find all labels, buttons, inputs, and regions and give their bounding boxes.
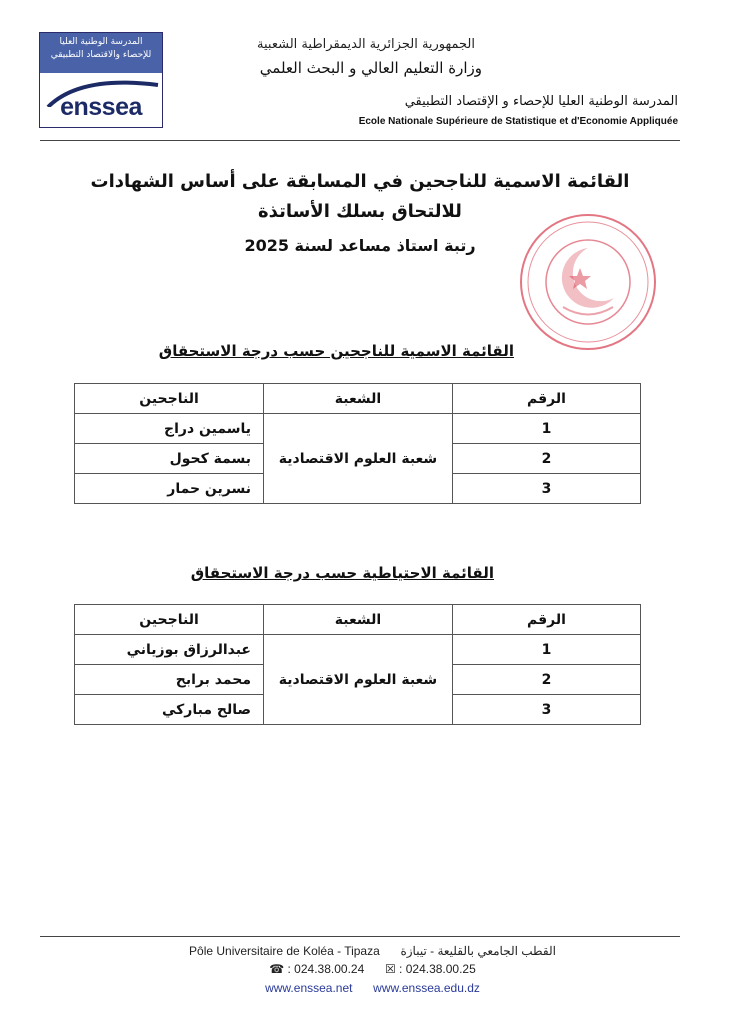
footer-divider [40, 936, 680, 937]
row-number: 1 [453, 635, 641, 665]
column-branch: الشعبة [264, 605, 453, 635]
row-name: محمد برابح [75, 665, 264, 695]
school-name-ar: المدرسة الوطنية العليا للإحصاء و الإقتصاد التطبيقي [404, 94, 678, 109]
logo-arabic-line1: المدرسة الوطنية العليا [59, 37, 143, 47]
footer-websites [0, 981, 745, 995]
footer-location-ar: القطب الجامعي بالقليعة - تيبازة [400, 944, 556, 958]
ministry-name: وزارة التعليم العالي و البحث العلمي [259, 59, 482, 77]
school-logo [39, 32, 163, 128]
footer-location-fr: Pôle Universitaire de Koléa - Tipaza [189, 944, 380, 958]
row-name: عبدالرزاق بوزياني [75, 635, 264, 665]
main-list-table [74, 383, 641, 504]
column-branch: الشعبة [264, 384, 453, 414]
school-name-fr: Ecole Nationale Supérieure de Statistique et d'Economie Appliquée [358, 116, 678, 127]
row-number: 1 [453, 414, 641, 444]
logo-arabic-line2: للإحصاء والاقتصاد التطبيقي [50, 50, 152, 60]
logo-arabic-text [40, 36, 162, 62]
footer-phone: : 024.38.00.24 [287, 962, 365, 976]
website-link-net[interactable]: www.enssea.net [265, 981, 353, 995]
document-subtitle: رتبة استاذ مساعد لسنة 2025 [244, 236, 476, 255]
row-name: نسرين حمار [75, 474, 264, 504]
row-branch: شعبة العلوم الاقتصادية [264, 414, 453, 504]
row-name: بسمة كحول [75, 444, 264, 474]
footer-contacts [0, 962, 745, 976]
row-number: 2 [453, 665, 641, 695]
column-name: الناجحين [75, 384, 264, 414]
row-number: 3 [453, 474, 641, 504]
table-row [75, 635, 641, 665]
row-name: صالح مباركي [75, 695, 264, 725]
reserve-list-header-row [75, 605, 641, 635]
fax-icon: ☒ [384, 962, 396, 976]
row-number: 2 [453, 444, 641, 474]
column-number: الرقم [453, 384, 641, 414]
row-name: ياسمين دراج [75, 414, 264, 444]
row-number: 3 [453, 695, 641, 725]
reserve-list-table [74, 604, 641, 725]
column-name: الناجحين [75, 605, 264, 635]
republic-name: الجمهورية الجزائرية الديمقراطية الشعبية [257, 37, 475, 52]
reserve-list-heading: القائمة الاحتياطية حسب درجة الاستحقاق [190, 564, 494, 582]
footer-fax: : 024.38.00.25 [399, 962, 476, 976]
website-link-edu[interactable]: www.enssea.edu.dz [373, 981, 480, 995]
header-divider [40, 140, 680, 141]
document-title: القائمة الاسمية للناجحين في المسابقة على أساس الشهادات للالتحاق بسلك الأساتذة [90, 171, 630, 222]
phone-icon: ☎ [269, 962, 285, 976]
logo-wordmark: enssea [60, 93, 142, 121]
row-branch: شعبة العلوم الاقتصادية [264, 635, 453, 725]
main-list-header-row [75, 384, 641, 414]
main-list-heading: القائمة الاسمية للناجحين حسب درجة الاستحقاق [158, 342, 514, 360]
footer-location [0, 944, 745, 958]
column-number: الرقم [453, 605, 641, 635]
table-row [75, 414, 641, 444]
official-stamp-icon [518, 212, 658, 352]
